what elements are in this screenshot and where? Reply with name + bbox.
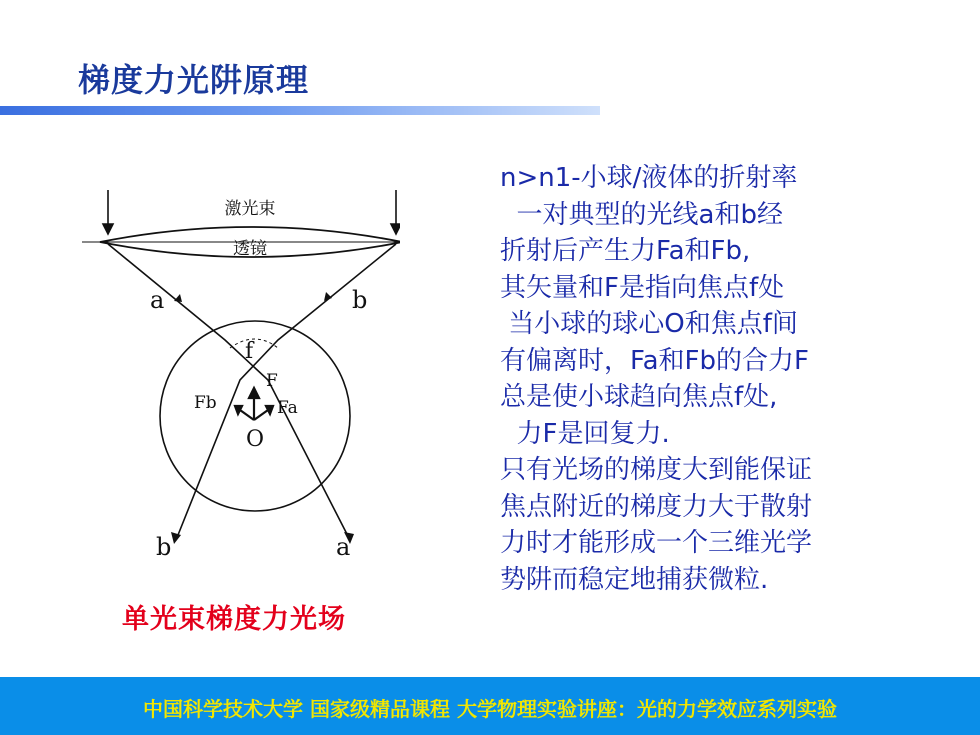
lens-label: 透镜: [233, 239, 267, 259]
text-line: 有偏离时，Fa和Fb的合力F: [500, 345, 809, 376]
text-line: 当小球的球心O和焦点f间: [500, 309, 798, 339]
footer-text: 中国科学技术大学 国家级精品课程 大学物理实验讲座：光的力学效应系列实验: [143, 697, 837, 721]
force-total-label: F: [266, 371, 278, 391]
force-arrows: [235, 388, 273, 420]
force-b-label: Fb: [194, 393, 217, 413]
text-line: 只有光场的梯度大到能保证: [500, 455, 813, 485]
text-line: 力F是回复力.: [500, 418, 670, 449]
ray-a-top-label: a: [150, 286, 165, 314]
footer-bar: [0, 677, 980, 735]
ray-arrowheads: [171, 292, 354, 544]
ray-b-bottom-label: b: [156, 533, 172, 561]
text-line: 力时才能形成一个三维光学: [500, 528, 813, 558]
focus-label: f: [245, 339, 254, 364]
ray-b-top-label: b: [352, 286, 368, 314]
text-line: 势阱而稳定地捕获微粒.: [500, 564, 769, 595]
text-line: 总是使小球趋向焦点f处,: [500, 382, 778, 412]
slide-title: 梯度力光阱原理: [78, 61, 310, 99]
title-underline-bar: [0, 106, 600, 115]
ray-a-bottom-label: a: [336, 533, 351, 561]
center-label: O: [246, 427, 265, 452]
explanation-text: [500, 160, 970, 598]
text-line: 其矢量和F是指向焦点f处: [500, 272, 785, 303]
text-line: 焦点附近的梯度力大于散射: [500, 491, 813, 522]
force-a-label: Fa: [277, 398, 298, 418]
diagram-caption: 单光束梯度力光场: [122, 604, 346, 635]
text-line: 折射后产生力Fa和Fb,: [500, 236, 751, 266]
text-line: 一对典型的光线a和b经: [500, 199, 783, 230]
beam-label: 激光束: [224, 199, 276, 219]
text-line: n>n1-小球/液体的折射率: [500, 163, 798, 193]
optical-trap-diagram: [70, 180, 400, 570]
